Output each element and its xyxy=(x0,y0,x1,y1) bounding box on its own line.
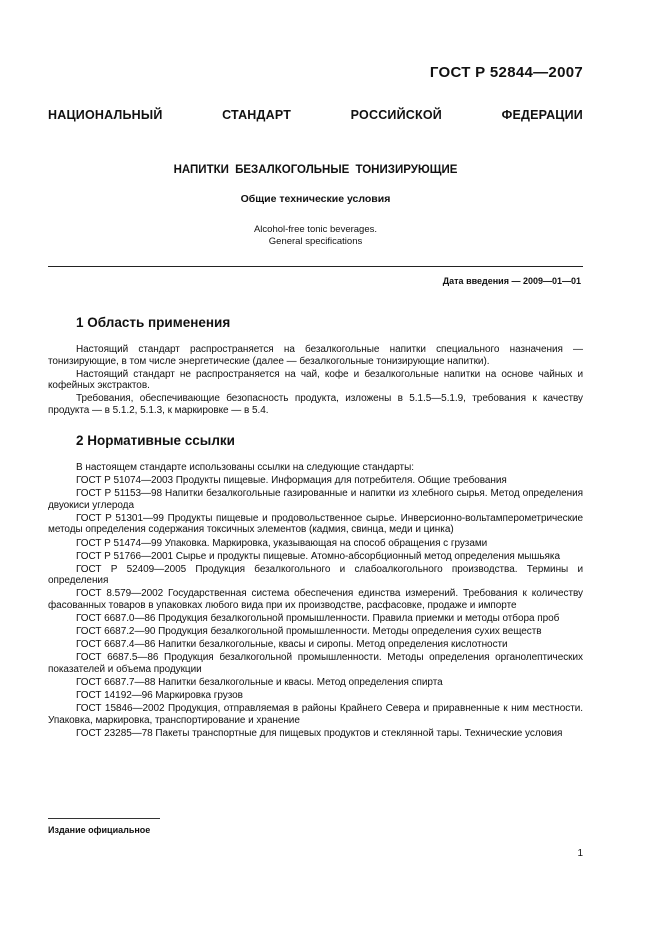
section-2-body xyxy=(48,462,583,741)
reference-item: ГОСТ 6687.5—86 Продукция безалкогольной промышленности. Методы определения органолептических показателей и объема продукции xyxy=(48,652,583,675)
reference-item: ГОСТ Р 51074—2003 Продукты пищевые. Информация для потребителя. Общие требования xyxy=(76,475,507,487)
reference-item: ГОСТ 15846—2002 Продукция, отправляемая в районы Крайнего Севера и приравненные к ним местности. Упаковка, маркировка, транспортирование и хранение xyxy=(48,703,583,726)
reference-item: ГОСТ Р 51766—2001 Сырье и продукты пищевые. Атомно-абсорбционный метод определения мышьяка xyxy=(76,550,560,562)
reference-item: ГОСТ Р 51301—99 Продукты пищевые и продовольственное сырье. Инверсионно-вольтамперометрические методы определения содержания токсичных элементов (кадмия, свинца, меди и цинка) xyxy=(48,512,583,536)
national-standard-title: НАЦИОНАЛЬНЫЙ СТАНДАРТ РОССИЙСКОЙ ФЕДЕРАЦИИ xyxy=(48,108,583,122)
section-1-body xyxy=(48,344,583,418)
section-2-heading: 2 Нормативные ссылки xyxy=(76,433,235,448)
english-title xyxy=(48,224,583,248)
reference-item: ГОСТ Р 52409—2005 Продукция безалкогольного и слабоалкогольного производства. Термины и определения xyxy=(48,563,583,587)
reference-item: ГОСТ 6687.7—88 Напитки безалкогольные и квасы. Метод определения спирта xyxy=(76,677,443,689)
paragraph: В настоящем стандарте использованы ссылки на следующие стандарты: xyxy=(76,462,414,473)
reference-item: ГОСТ Р 51153—98 Напитки безалкогольные газированные и напитки из хлебного сырья. Метод определения двуокиси углерода xyxy=(48,488,583,511)
paragraph: Настоящий стандарт распространяется на безалкогольные напитки специального назначения — тонизирующие, в том числе энергетические (далее — безалкогольные тонизирующие напитки). xyxy=(48,344,583,367)
standard-title: НАПИТКИ БЕЗАЛКОГОЛЬНЫЕ ТОНИЗИРУЮЩИЕ xyxy=(173,164,458,176)
reference-item: ГОСТ 6687.2—90 Продукция безалкогольной промышленности. Методы определения сухих веществ xyxy=(76,626,542,638)
standard-subtitle: Общие технические условия xyxy=(240,193,391,205)
reference-item: ГОСТ 6687.0—86 Продукция безалкогольной промышленности. Правила приемки и методы отбора проб xyxy=(76,613,560,625)
reference-item: ГОСТ 14192—96 Маркировка грузов xyxy=(76,690,243,702)
page-number: 1 xyxy=(577,848,583,859)
paragraph: Требования, обеспечивающие безопасность продукта, изложены в 5.1.5—5.1.9, требования к качеству продукта — в 5.1.2, 5.1.3, к маркировке — в 5.4. xyxy=(48,393,583,416)
reference-item: ГОСТ 6687.4—86 Напитки безалкогольные, квасы и сиропы. Метод определения кислотности xyxy=(76,639,508,651)
reference-item: ГОСТ 23285—78 Пакеты транспортные для пищевых продуктов и стеклянной тары. Технические условия xyxy=(76,727,563,739)
english-title-line-1: Alcohol-free tonic beverages. xyxy=(253,224,378,235)
section-1-heading: 1 Область применения xyxy=(76,315,231,330)
header-divider xyxy=(48,266,583,267)
official-edition-label: Издание официальное xyxy=(48,825,151,835)
document-code: ГОСТ Р 52844—2007 xyxy=(429,64,583,81)
english-title-line-2: General specifications xyxy=(268,236,363,247)
paragraph: Настоящий стандарт не распространяется на чай, кофе и безалкогольные напитки на основе чайных и кофейных экстрактов. xyxy=(48,368,583,392)
introduction-date: Дата введения — 2009—01—01 xyxy=(442,276,581,286)
reference-item: ГОСТ Р 51474—99 Упаковка. Маркировка, указывающая на способ обращения с грузами xyxy=(76,537,488,549)
reference-item: ГОСТ 8.579—2002 Государственная система обеспечения единства измерений. Требования к количеству фасованных товаров в упаковках любого вида при их производстве, расфасовке, продаже и импорте xyxy=(48,588,583,612)
footer-divider xyxy=(48,818,160,819)
